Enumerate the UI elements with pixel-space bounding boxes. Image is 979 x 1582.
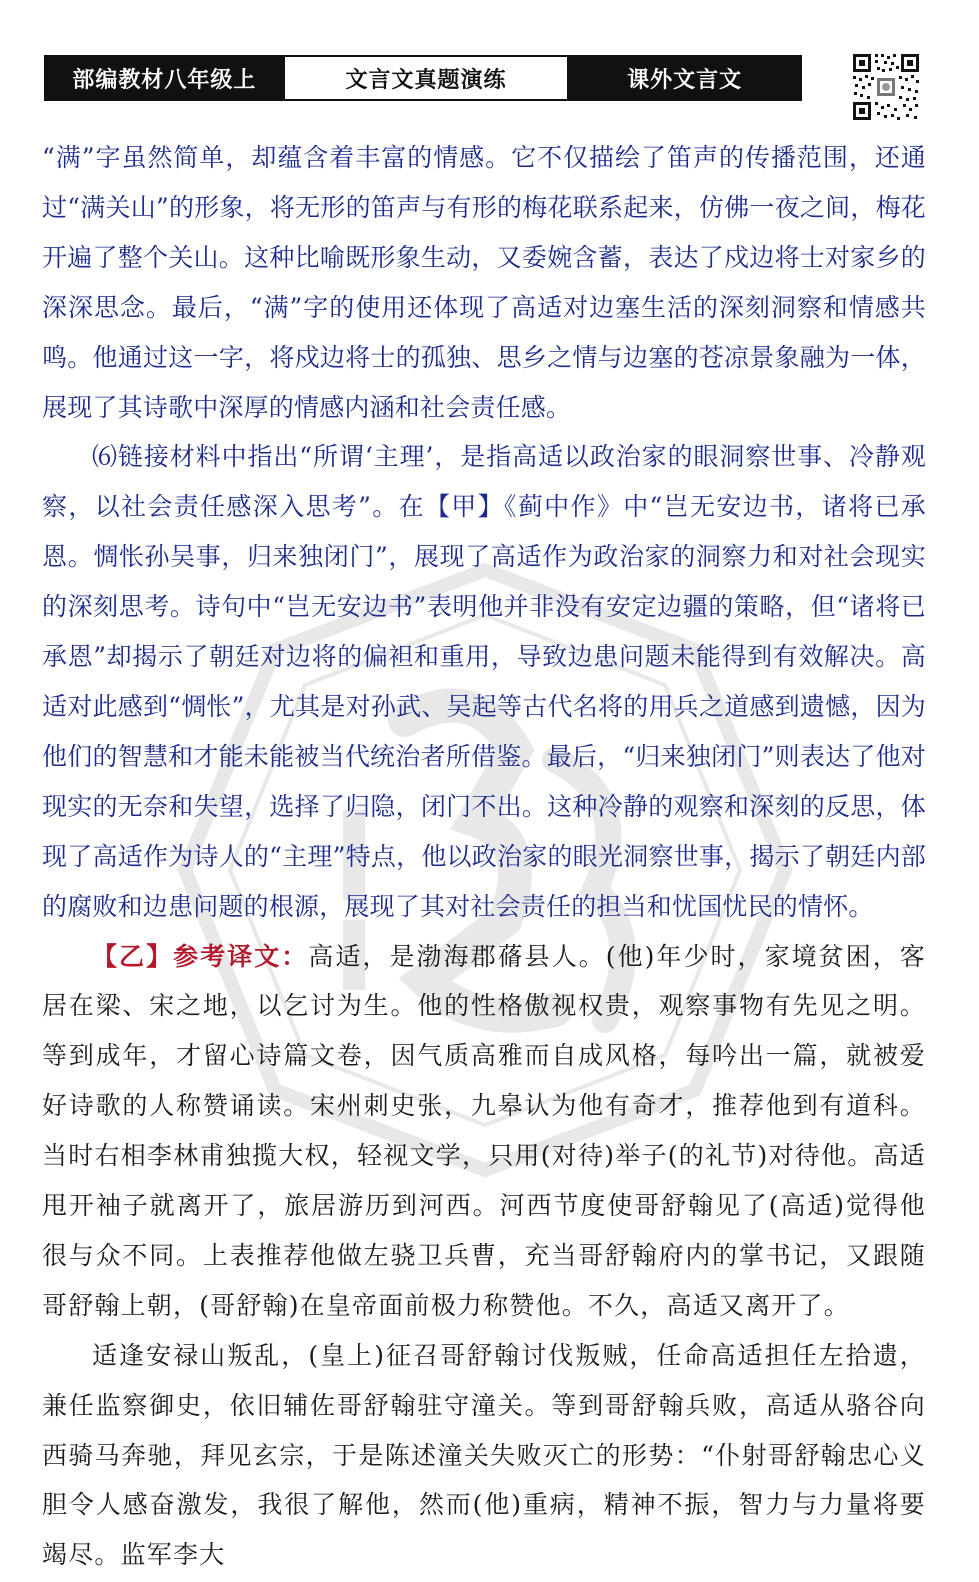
qr-code-icon xyxy=(851,52,921,122)
header-category-label: 课外文言文 xyxy=(569,57,800,99)
paragraph-translation-1 xyxy=(42,932,926,1331)
document-body xyxy=(42,133,926,1580)
header-title: 文言文真题演练 xyxy=(283,57,570,99)
paragraph-question-6: ⑹链接材料中指出“所谓‘主理’，是指高适以政治家的眼洞察世事、冷静观察，以社会责任感深入思考”。在【甲】《蓟中作》中“岂无安边书，诸将已承恩。惆怅孙吴事，归来独闭门”，展现了高适作为政治家的洞察力和对社会现实的深刻思考。诗句中“岂无安边书”表明他并非没有安定边疆的策略，但“诸将已承恩”却揭示了朝廷对边将的偏袒和重用，导致边患问题未能得到有效解决。高适对此感到“惆怅”，尤其是对孙武、吴起等古代名将的用兵之道感到遗憾，因为他们的智慧和才能未能被当代统治者所借鉴。最后，“归来独闭门”则表达了他对现实的无奈和失望，选择了归隐，闭门不出。这种冷静的观察和深刻的反思，体现了高适作为诗人的“主理”特点，他以政治家的眼光洞察世事，揭示了朝廷内部的腐败和边患问题的根源，展现了其对社会责任的担当和忧国忧民的情怀。 xyxy=(42,442,926,921)
translation-text-1: 高适，是渤海郡蓨县人。(他)年少时，家境贫困，客居在梁、宋之地，以乞讨为生。他的性格傲视权贵，观察事物有先见之明。等到成年，才留心诗篇文卷，因气质高雅而自成风格，每吟出一篇，就被爱好诗歌的人称赞诵读。宋州刺史张，九皋认为他有奇才，推荐他到有道科。当时右相李林甫独揽大权，轻视文学，只用(对待)举子(的礼节)对待他。高适甩开袖子就离开了，旅居游历到河西。河西节度使哥舒翰见了(高适)觉得他很与众不同。上表推荐他做左骁卫兵曹，充当哥舒翰府内的掌书记，又跟随哥舒翰上朝，(哥舒翰)在皇帝面前极力称赞他。不久，高适又离开了。 xyxy=(42,941,927,1320)
header-grade-label: 部编教材八年级上 xyxy=(46,57,283,99)
header-bar xyxy=(44,55,802,101)
translation-label: 【乙】参考译文： xyxy=(92,941,309,971)
paragraph-analysis-man: “满”字虽然简单，却蕴含着丰富的情感。它不仅描绘了笛声的传播范围，还通过“满关山”的形象，将无形的笛声与有形的梅花联系起来，仿佛一夜之间，梅花开遍了整个关山。这种比喻既形象生动，又委婉含蓄，表达了戍边将士对家乡的深深思念。最后，“满”字的使用还体现了高适对边塞生活的深刻洞察和情感共鸣。他通过这一字，将戍边将士的孤独、思乡之情与边塞的苍凉景象融为一体，展现了其诗歌中深厚的情感内涵和社会责任感。 xyxy=(42,143,926,422)
paragraph-translation-2: 适逢安禄山叛乱，(皇上)征召哥舒翰讨伐叛贼，任命高适担任左拾遗，兼任监察御史，依旧辅佐哥舒翰驻守潼关。等到哥舒翰兵败，高适从骆谷向西骑马奔驰，拜见玄宗，于是陈述潼关失败灭亡的形势：“仆射哥舒翰忠心义胆令人感奋激发，我很了解他，然而(他)重病，精神不振，智力与力量将要竭尽。监军李大 xyxy=(42,1340,926,1570)
